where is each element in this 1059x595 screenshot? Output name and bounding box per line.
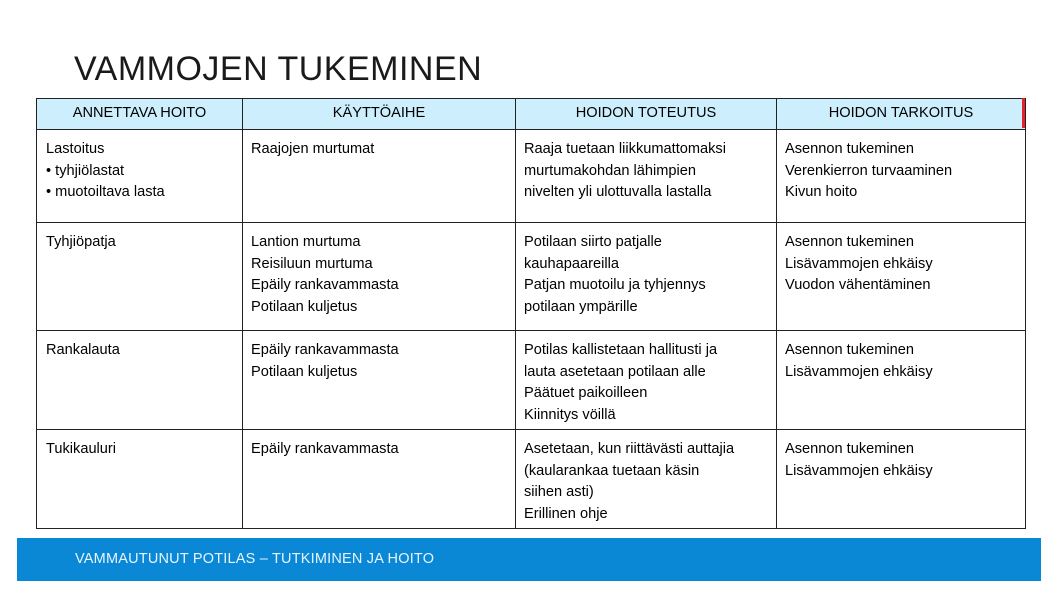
cell-tarkoitus xyxy=(777,430,1026,529)
cell-line: kauhapaareilla xyxy=(524,255,619,272)
cell-line: Patjan muotoilu ja tyhjennys xyxy=(524,277,706,293)
cell-line: Raajojen murtumat xyxy=(251,141,375,157)
cell-line: Tukikauluri xyxy=(46,441,117,457)
header-kayttoaihe: KÄYTTÖAIHE xyxy=(243,99,516,130)
cell-kayttoaihe xyxy=(243,223,516,331)
cell-line: • tyhjiölastat xyxy=(46,162,125,179)
table-row xyxy=(37,130,1026,223)
cell-line: Potilas kallistetaan hallitusti ja xyxy=(524,342,718,358)
cell-line: Reisiluun murtuma xyxy=(251,255,373,272)
cell-line: Rankalauta xyxy=(46,342,120,358)
treatment-table xyxy=(36,98,1026,529)
cell-line: (kaularankaa tuetaan käsin xyxy=(524,462,700,479)
cell-line: murtumakohdan lähimpien xyxy=(524,162,696,179)
cell-line: Kiinnitys vöillä xyxy=(524,406,616,423)
cell-line: Epäily rankavammasta xyxy=(251,441,399,457)
footer-bar xyxy=(17,538,1041,581)
header-annettava-hoito: ANNETTAVA HOITO xyxy=(37,99,243,130)
footer-text: VAMMAUTUNUT POTILAS – TUTKIMINEN JA HOITO xyxy=(75,551,435,567)
cell-line: Asennon tukeminen xyxy=(785,342,914,358)
header-hoidon-toteutus: HOIDON TOTEUTUS xyxy=(516,99,777,130)
header-accent-bar xyxy=(1022,98,1025,128)
table-row xyxy=(37,430,1026,529)
cell-line: Lisävammojen ehkäisy xyxy=(785,255,933,272)
cell-line: lauta asetetaan potilaan alle xyxy=(524,363,706,380)
cell-line: Potilaan kuljetus xyxy=(251,363,358,380)
cell-line: nivelten yli ulottuvalla lastalla xyxy=(524,184,712,200)
cell-tarkoitus xyxy=(777,130,1026,223)
cell-line: Asennon tukeminen xyxy=(785,141,914,157)
header-hoidon-tarkoitus: HOIDON TARKOITUS xyxy=(777,99,1026,130)
cell-line: Asennon tukeminen xyxy=(785,234,914,250)
cell-hoito xyxy=(37,223,243,331)
cell-tarkoitus xyxy=(777,331,1026,430)
cell-line: Päätuet paikoilleen xyxy=(524,385,648,401)
cell-kayttoaihe xyxy=(243,130,516,223)
table-row xyxy=(37,223,1026,331)
cell-line: Verenkierron turvaaminen xyxy=(785,162,953,179)
cell-line: Vuodon vähentäminen xyxy=(785,277,931,293)
table-header-row xyxy=(37,99,1026,130)
cell-toteutus xyxy=(516,130,777,223)
cell-toteutus xyxy=(516,331,777,430)
cell-hoito xyxy=(37,331,243,430)
cell-line: • muotoiltava lasta xyxy=(46,184,165,200)
cell-line: Epäily rankavammasta xyxy=(251,342,399,358)
cell-line: potilaan ympärille xyxy=(524,298,638,315)
cell-hoito xyxy=(37,130,243,223)
cell-line: Epäily rankavammasta xyxy=(251,277,399,293)
cell-line: Erillinen ohje xyxy=(524,505,608,522)
cell-line: Lastoitus xyxy=(46,141,105,157)
cell-line: Tyhjiöpatja xyxy=(46,234,116,250)
cell-tarkoitus xyxy=(777,223,1026,331)
cell-line: Asetetaan, kun riittävästi auttajia xyxy=(524,441,735,457)
cell-kayttoaihe xyxy=(243,430,516,529)
cell-line: Lantion murtuma xyxy=(251,234,361,250)
cell-line: Kivun hoito xyxy=(785,184,858,200)
cell-line: Potilaan kuljetus xyxy=(251,298,358,315)
cell-line: Potilaan siirto patjalle xyxy=(524,234,662,250)
slide-title: VAMMOJEN TUKEMINEN xyxy=(74,50,483,88)
cell-line: Raaja tuetaan liikkumattomaksi xyxy=(524,141,726,157)
cell-line: Lisävammojen ehkäisy xyxy=(785,363,933,380)
cell-hoito xyxy=(37,430,243,529)
cell-line: Lisävammojen ehkäisy xyxy=(785,462,933,479)
cell-line: siihen asti) xyxy=(524,484,594,500)
cell-toteutus xyxy=(516,430,777,529)
cell-toteutus xyxy=(516,223,777,331)
table-row xyxy=(37,331,1026,430)
cell-line: Asennon tukeminen xyxy=(785,441,914,457)
cell-kayttoaihe xyxy=(243,331,516,430)
